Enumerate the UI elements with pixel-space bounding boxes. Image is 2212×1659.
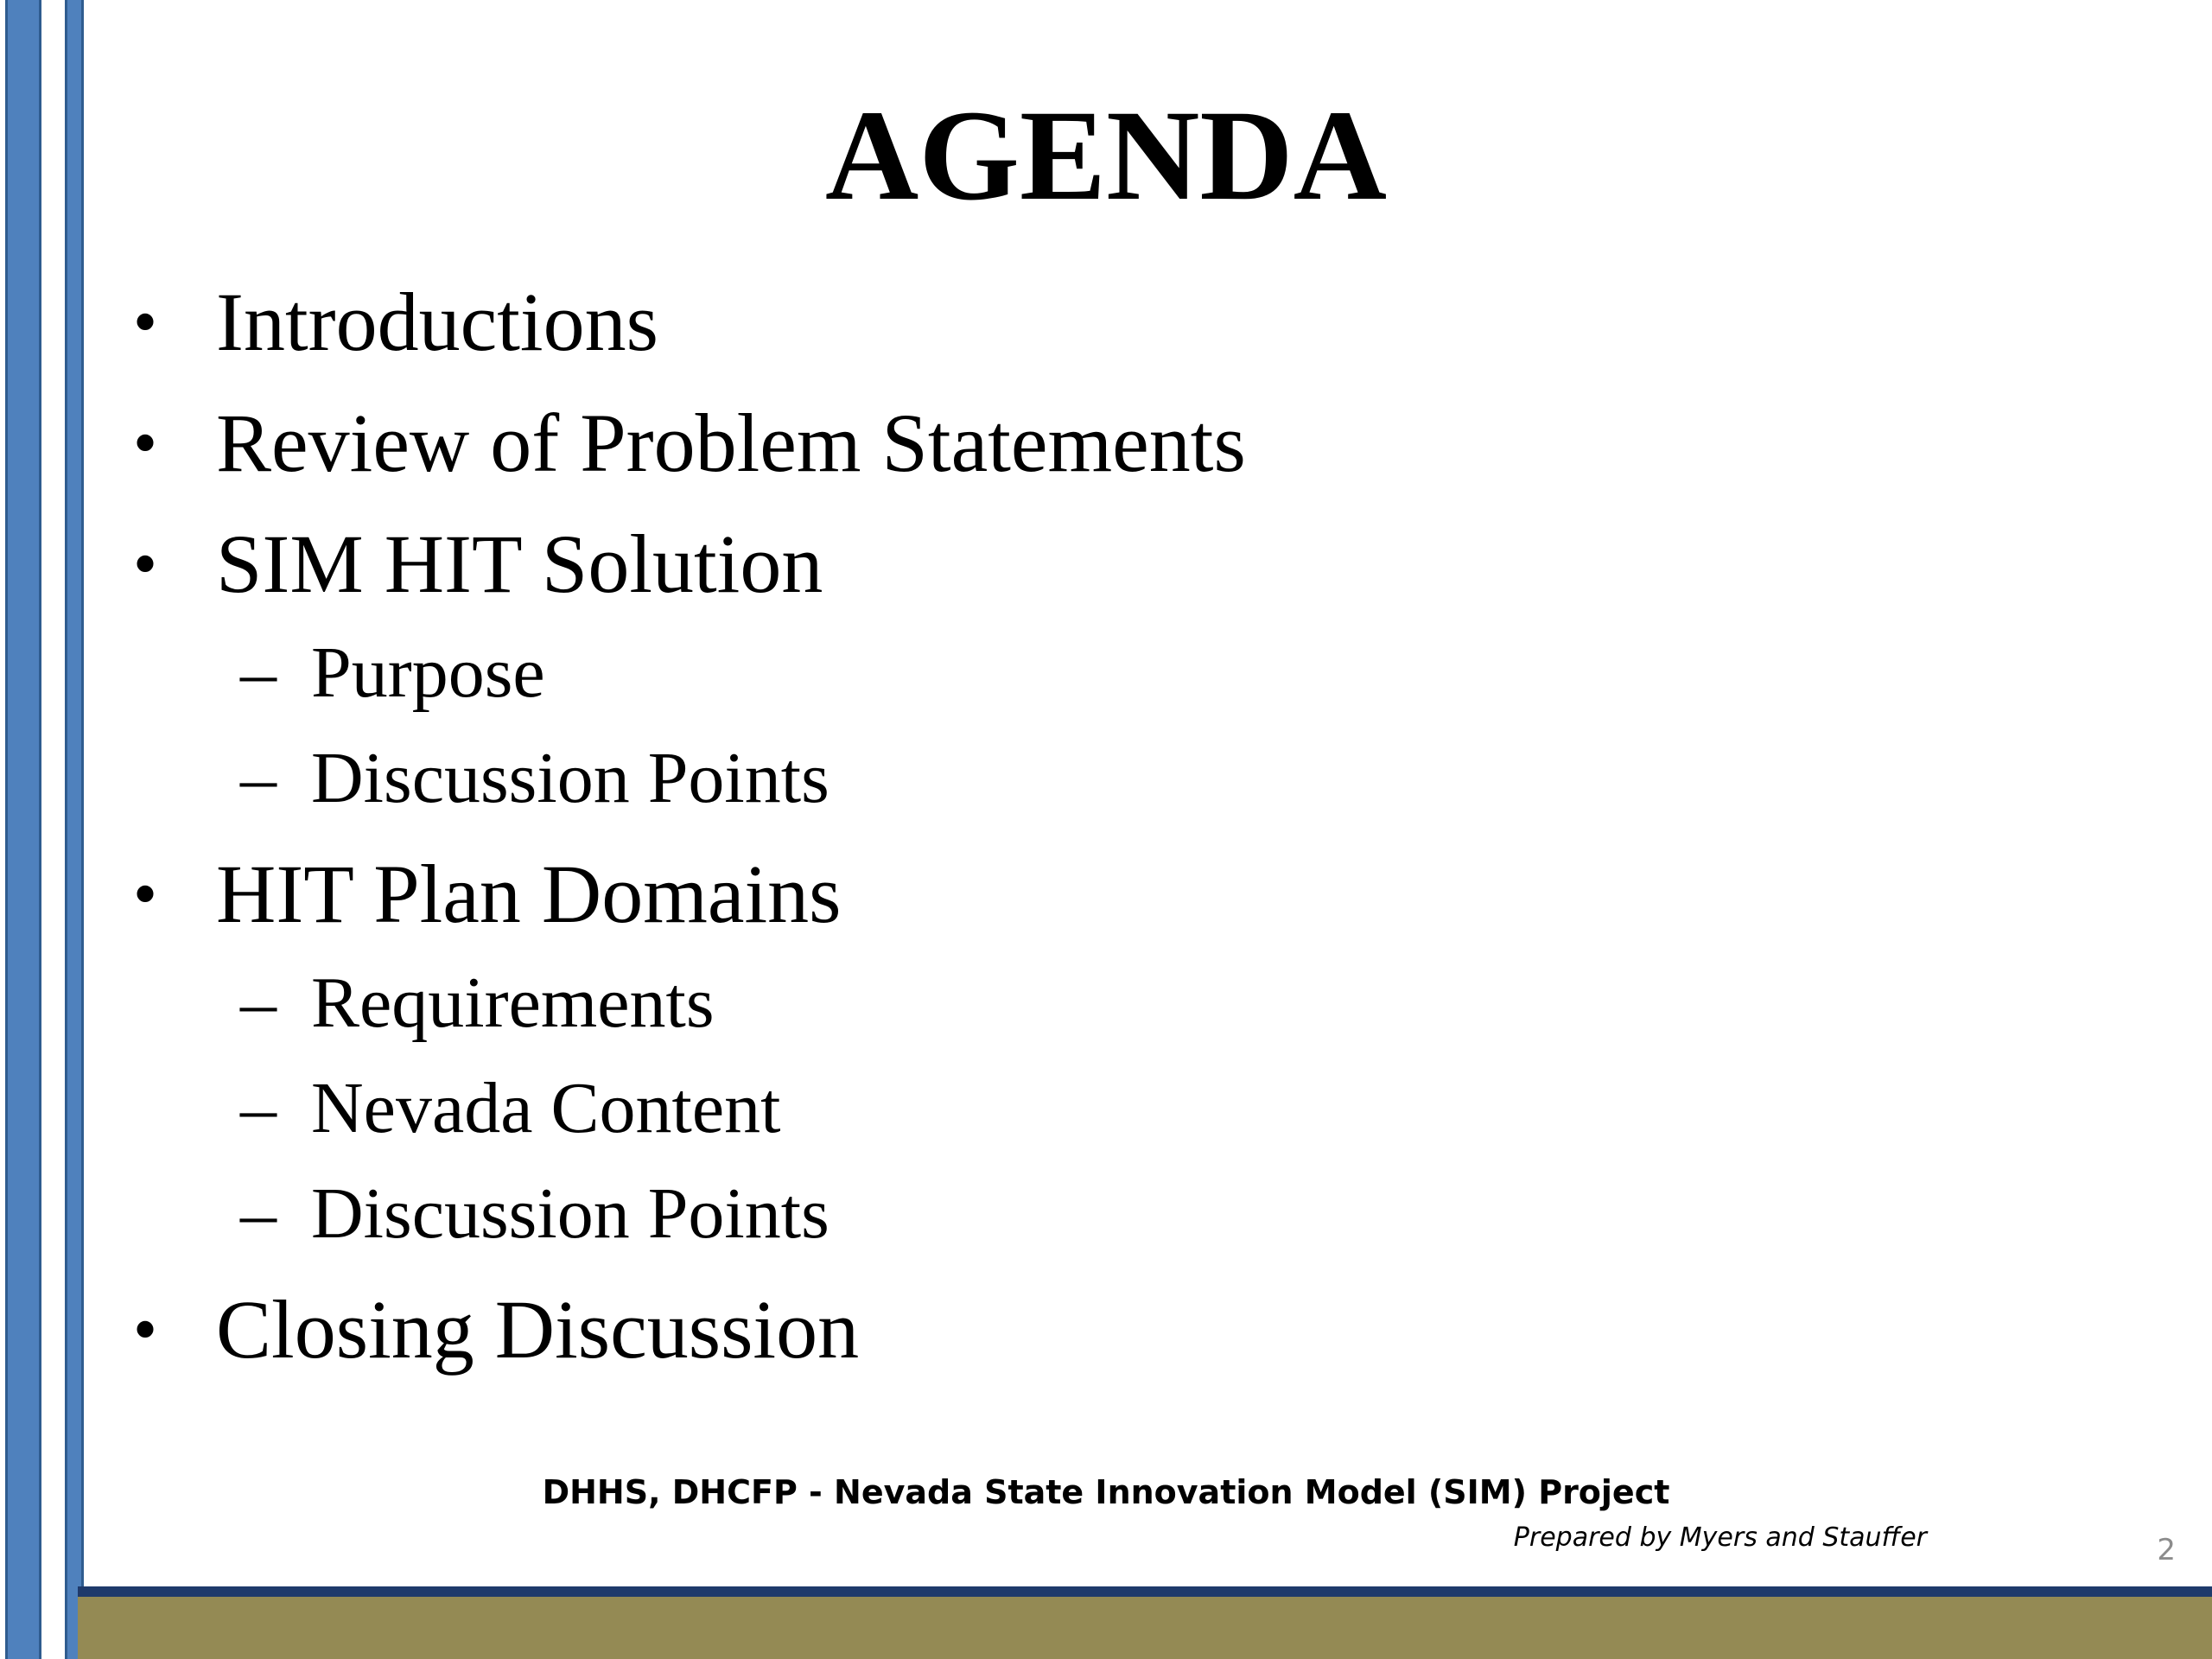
agenda-subitem [130, 1068, 2117, 1148]
agenda-item [130, 848, 2117, 940]
footer-prepared-by: Prepared by Myers and Stauffer [1513, 1522, 1927, 1553]
bottom-decorative-line [78, 1586, 2212, 1597]
left-decorative-bar [5, 0, 41, 1659]
agenda-item [130, 397, 2117, 489]
agenda-item-text: SIM HIT Solution [216, 518, 823, 610]
agenda-item [130, 276, 2117, 368]
agenda-item-text: Closing Discussion [216, 1283, 860, 1376]
dash-marker: – [240, 1173, 276, 1254]
dash-marker: – [240, 738, 276, 818]
agenda-item-text: Introductions [216, 276, 658, 368]
agenda-subitem [130, 738, 2117, 818]
page-number: 2 [2157, 1533, 2176, 1567]
dash-marker: – [240, 963, 276, 1043]
bullet-marker: • [133, 284, 158, 360]
bullet-marker: • [133, 405, 158, 481]
agenda-subitem [130, 632, 2117, 713]
slide-title: AGENDA [824, 84, 1388, 227]
agenda-subitem [130, 1173, 2117, 1254]
bullet-marker: • [133, 1292, 158, 1368]
agenda-subitem-text: Discussion Points [311, 1173, 830, 1254]
agenda-list [130, 276, 2117, 1409]
agenda-subitem-text: Nevada Content [311, 1068, 781, 1148]
bullet-marker: • [133, 856, 158, 932]
agenda-subitem [130, 963, 2117, 1043]
dash-marker: – [240, 632, 276, 713]
left-decorative-bar-narrow [65, 0, 84, 1659]
bottom-decorative-bar [78, 1597, 2212, 1659]
agenda-subitem-text: Purpose [311, 632, 545, 713]
agenda-item-text: Review of Problem Statements [216, 397, 1246, 489]
agenda-subitem-text: Requirements [311, 963, 715, 1043]
agenda-item-text: HIT Plan Domains [216, 848, 842, 940]
agenda-item [130, 1283, 2117, 1376]
dash-marker: – [240, 1068, 276, 1148]
bullet-marker: • [133, 526, 158, 602]
agenda-subitem-text: Discussion Points [311, 738, 830, 818]
agenda-item [130, 518, 2117, 610]
footer-project-title: DHHS, DHCFP - Nevada State Innovation Model (SIM) Project [542, 1473, 1670, 1511]
